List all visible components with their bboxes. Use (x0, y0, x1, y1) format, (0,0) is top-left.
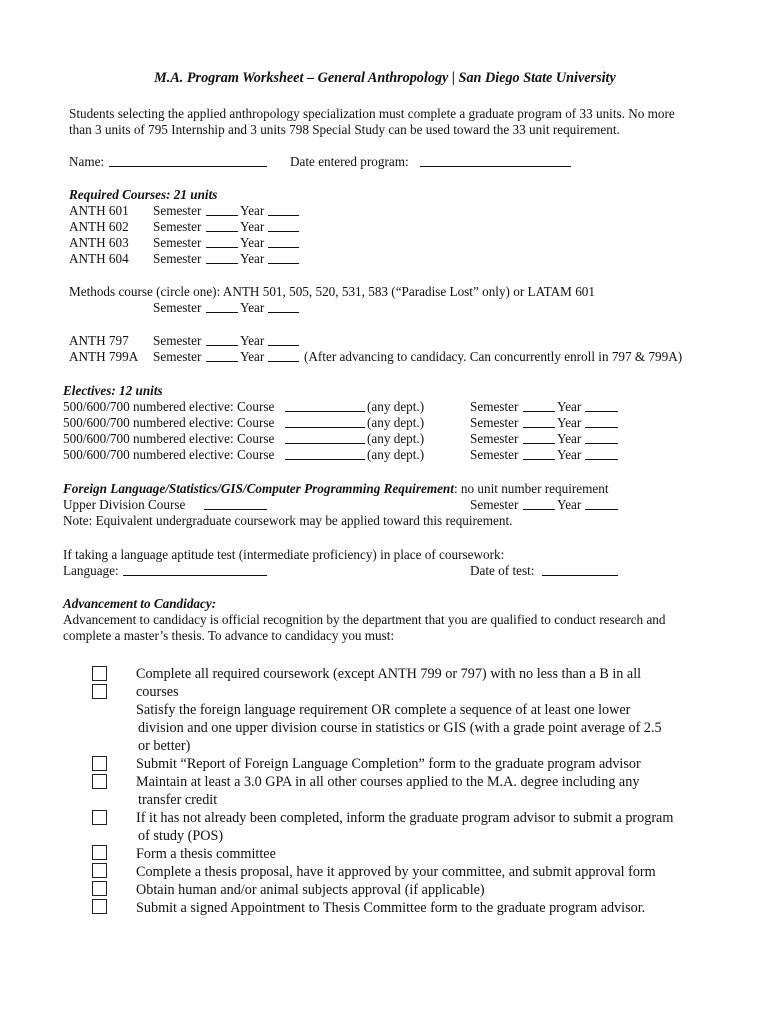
foreign-requirement-suffix: : no unit number requirement (453, 481, 609, 496)
semester-field[interactable] (206, 301, 238, 313)
checklist-item-text: Satisfy the foreign language requirement OR complete a sequence of at least one lower (136, 702, 631, 718)
checklist-item-text: of study (POS) (138, 828, 224, 844)
year-field[interactable] (268, 301, 299, 313)
year-label: Year (240, 235, 265, 250)
year-label: Year (240, 333, 265, 348)
checkbox-gpa[interactable] (92, 774, 107, 789)
year-label: Year (240, 349, 265, 364)
checklist-item-text: Maintain at least a 3.0 GPA in all other courses applied to the M.A. degree including any (136, 774, 640, 790)
methods-line: Methods course (circle one): ANTH 501, 505, 520, 531, 583 (“Paradise Lost” only) or LATAM 601 (69, 284, 595, 299)
required-heading: Required Courses: 21 units (69, 187, 218, 202)
checkbox-program-of-study[interactable] (92, 810, 107, 825)
required-course-601: ANTH 601 (69, 203, 129, 218)
semester-label: Semester (153, 300, 202, 315)
any-dept-label: (any dept.) (367, 415, 425, 430)
year-field[interactable] (268, 204, 299, 216)
any-dept-label: (any dept.) (367, 399, 425, 414)
checklist-item-text: Submit a signed Appointment to Thesis Committee form to the graduate program advisor. (136, 900, 646, 916)
date-of-test-field[interactable] (542, 564, 618, 576)
semester-field[interactable] (206, 334, 238, 346)
equivalent-coursework-note: Note: Equivalent undergraduate coursework may be applied toward this requirement. (63, 513, 513, 528)
year-field[interactable] (268, 220, 299, 232)
name-label: Name: (69, 154, 105, 169)
799a-note: (After advancing to candidacy. Can concurrently enroll in 797 & 799A) (304, 349, 683, 364)
candidacy-intro-line-2: complete a master’s thesis. To advance to candidacy you must: (63, 628, 395, 643)
semester-label: Semester (153, 203, 202, 218)
elective-course-field[interactable] (285, 432, 365, 444)
date-entered-field[interactable] (420, 155, 571, 167)
elective-course-field[interactable] (285, 448, 365, 460)
year-label: Year (557, 415, 582, 430)
checklist-item-text: division and one upper division course in statistics or GIS (with a grade point average of 2.5 (138, 720, 662, 736)
semester-label: Semester (153, 251, 202, 266)
year-field[interactable] (268, 350, 299, 362)
any-dept-label: (any dept.) (367, 431, 425, 446)
checkbox-foreign-language[interactable] (92, 684, 107, 699)
aptitude-test-intro: If taking a language aptitude test (intermediate proficiency) in place of coursework: (63, 547, 505, 562)
checklist-item-text: Form a thesis committee (136, 846, 276, 862)
checkbox-subjects-approval[interactable] (92, 881, 107, 896)
page-title: M.A. Program Worksheet – General Anthropology | San Diego State University (154, 70, 616, 86)
any-dept-label: (any dept.) (367, 447, 425, 462)
checklist-item-text: Obtain human and/or animal subjects approval (if applicable) (136, 882, 485, 898)
semester-field[interactable] (523, 448, 555, 460)
required-course-602: ANTH 602 (69, 219, 129, 234)
candidacy-intro-line-1: Advancement to candidacy is official recognition by the department that you are qualified to conduct research and (63, 612, 666, 627)
candidacy-heading: Advancement to Candidacy: (63, 596, 217, 611)
year-label: Year (557, 431, 582, 446)
checkbox-appointment-form[interactable] (92, 899, 107, 914)
semester-field[interactable] (523, 400, 555, 412)
semester-field[interactable] (206, 236, 238, 248)
semester-label: Semester (470, 415, 519, 430)
checklist-item-text: Submit “Report of Foreign Language Completion” form to the graduate program advisor (136, 756, 641, 772)
semester-label: Semester (470, 399, 519, 414)
checkbox-thesis-committee[interactable] (92, 845, 107, 860)
year-field[interactable] (268, 236, 299, 248)
foreign-requirement-heading: Foreign Language/Statistics/GIS/Computer Programming Requirement (63, 481, 454, 496)
semester-label: Semester (153, 219, 202, 234)
semester-field[interactable] (206, 204, 238, 216)
checkbox-thesis-proposal[interactable] (92, 863, 107, 878)
checkbox-coursework[interactable] (92, 666, 107, 681)
semester-label: Semester (153, 333, 202, 348)
checklist-item-text: Complete all required coursework (except ANTH 799 or 797) with no less than a B in all (136, 666, 642, 682)
year-field[interactable] (585, 400, 618, 412)
year-field[interactable] (268, 334, 299, 346)
year-label: Year (240, 251, 265, 266)
year-field[interactable] (585, 416, 618, 428)
checklist-item-text: courses (136, 684, 179, 700)
elective-course-label: 500/600/700 numbered elective: Course (63, 415, 275, 430)
year-label: Year (557, 497, 582, 512)
elective-course-field[interactable] (285, 400, 365, 412)
language-label: Language: (63, 563, 119, 578)
semester-label: Semester (470, 447, 519, 462)
semester-field[interactable] (206, 350, 238, 362)
semester-label: Semester (153, 349, 202, 364)
semester-label: Semester (470, 497, 519, 512)
semester-field[interactable] (206, 220, 238, 232)
semester-field[interactable] (206, 252, 238, 264)
required-course-603: ANTH 603 (69, 235, 129, 250)
intro-line-2: than 3 units of 795 Internship and 3 units 798 Special Study can be used toward the 33 unit requirement. (69, 122, 620, 137)
date-of-test-label: Date of test: (470, 563, 535, 578)
foreign-requirement-heading-line (63, 481, 609, 497)
language-field[interactable] (123, 564, 267, 576)
semester-label: Semester (470, 431, 519, 446)
semester-field[interactable] (523, 416, 555, 428)
elective-course-label: 500/600/700 numbered elective: Course (63, 399, 275, 414)
semester-field[interactable] (523, 498, 555, 510)
elective-course-field[interactable] (285, 416, 365, 428)
year-label: Year (557, 447, 582, 462)
upper-division-label: Upper Division Course (63, 497, 186, 512)
electives-heading: Electives: 12 units (63, 383, 163, 398)
name-field[interactable] (109, 155, 267, 167)
elective-course-label: 500/600/700 numbered elective: Course (63, 431, 275, 446)
year-label: Year (240, 219, 265, 234)
year-label: Year (240, 300, 265, 315)
semester-label: Semester (153, 235, 202, 250)
semester-field[interactable] (523, 432, 555, 444)
checklist-item-text: If it has not already been completed, inform the graduate program advisor to submit a program (136, 810, 674, 826)
elective-course-label: 500/600/700 numbered elective: Course (63, 447, 275, 462)
year-label: Year (557, 399, 582, 414)
course-797: ANTH 797 (69, 333, 129, 348)
checklist-item-text: transfer credit (138, 792, 218, 808)
upper-division-field[interactable] (204, 498, 267, 510)
year-field[interactable] (585, 448, 618, 460)
year-field[interactable] (585, 432, 618, 444)
year-field[interactable] (268, 252, 299, 264)
checklist-item-text: or better) (138, 738, 191, 754)
date-entered-label: Date entered program: (290, 154, 409, 169)
year-label: Year (240, 203, 265, 218)
checkbox-report-form[interactable] (92, 756, 107, 771)
year-field[interactable] (585, 498, 618, 510)
required-course-604: ANTH 604 (69, 251, 129, 266)
intro-line-1: Students selecting the applied anthropology specialization must complete a graduate program of 33 units. No more (69, 106, 675, 121)
checklist-item-text: Complete a thesis proposal, have it approved by your committee, and submit approval form (136, 864, 656, 880)
course-799a: ANTH 799A (69, 349, 139, 364)
